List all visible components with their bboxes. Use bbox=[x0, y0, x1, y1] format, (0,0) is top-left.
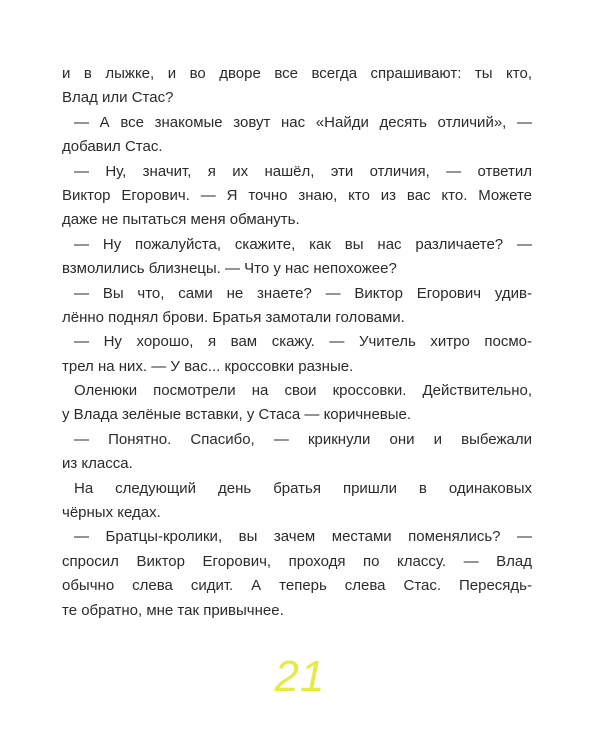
text-line: даже не пытаться меня обмануть. bbox=[62, 211, 300, 229]
text-line: — Братцы-кролики, вы зачем местами поменялись? — bbox=[74, 528, 532, 546]
text-line: трел на них. — У вас... кроссовки разные. bbox=[62, 357, 354, 375]
text-line: взмолились близнецы. — Что у нас непохожее? bbox=[62, 260, 397, 278]
text-line: добавил Стас. bbox=[62, 138, 163, 156]
text-line: лённо поднял брови. Братья замотали головами. bbox=[62, 308, 405, 326]
text-line: из класса. bbox=[62, 455, 133, 473]
text-line: те обратно, мне так привычнее. bbox=[62, 601, 284, 619]
text-line: Оленюки посмотрели на свои кроссовки. Действительно, bbox=[74, 382, 532, 400]
text-line: — Ну хорошо, я вам скажу. — Учитель хитро посмо- bbox=[74, 333, 532, 351]
text-line: чёрных кедах. bbox=[62, 504, 161, 522]
text-line: Виктор Егорович. — Я точно знаю, кто из вас кто. Можете bbox=[62, 186, 532, 204]
text-line: у Влада зелёные вставки, у Стаса — коричневые. bbox=[62, 406, 412, 424]
page-number: 21 bbox=[274, 652, 326, 701]
text-line: — Ну, значит, я их нашёл, эти отличия, — ответил bbox=[74, 162, 532, 180]
text-line: и в лыжке, и во дворе все всегда спрашивают: ты кто, bbox=[62, 65, 532, 82]
text-line: — Вы что, сами не знаете? — Виктор Егорович удив- bbox=[74, 284, 532, 302]
text-line: Влад или Стас? bbox=[62, 89, 174, 107]
text-line: — А все знакомые зовут нас «Найди десять отличий», — bbox=[74, 113, 532, 131]
text-line: На следующий день братья пришли в одинаковых bbox=[74, 479, 532, 497]
text-line: — Понятно. Спасибо, — крикнули они и выбежали bbox=[74, 430, 532, 448]
text-line: спросил Виктор Егорович, проходя по классу. — Влад bbox=[62, 552, 532, 570]
text-line: обычно слева сидит. А теперь слева Стас. Пересядь- bbox=[62, 577, 532, 595]
text-line: — Ну пожалуйста, скажите, как вы нас различаете? — bbox=[74, 235, 532, 253]
story-text bbox=[62, 62, 532, 623]
